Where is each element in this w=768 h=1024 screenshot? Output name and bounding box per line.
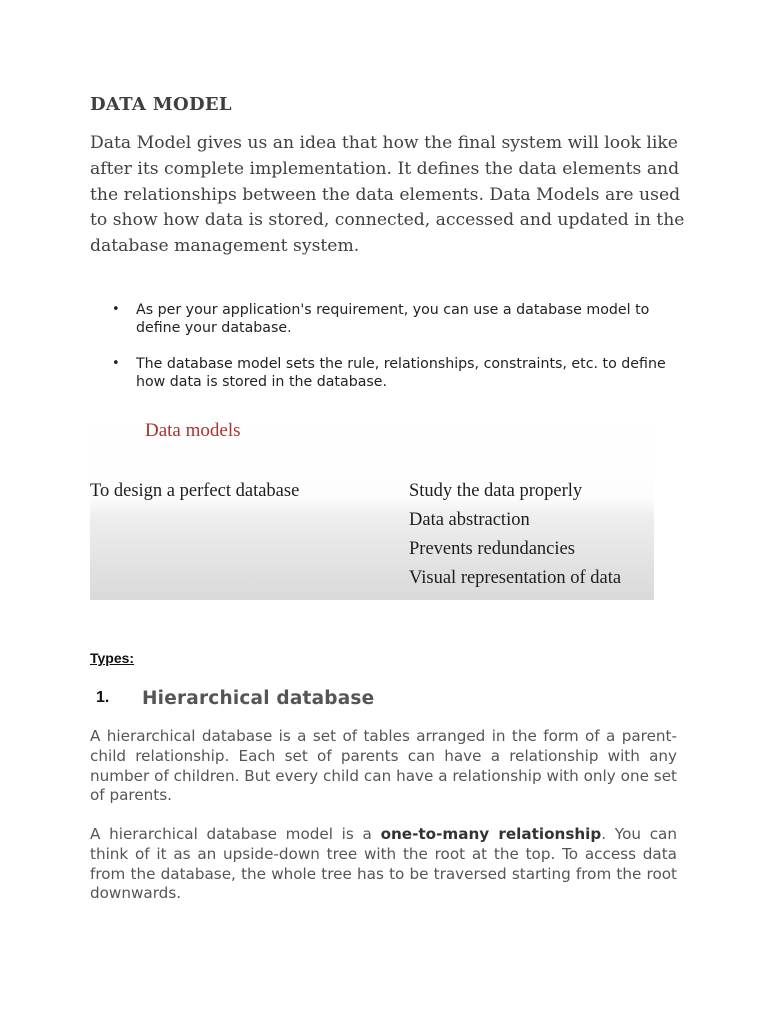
paragraph-2-end: . You can think of it as an upside-down tree with the root at the top. To access data from the database, the whole tree has to be traversed starting from the root downwards.	[90, 825, 677, 903]
figure-right-list	[409, 481, 621, 597]
section-number: 1.	[96, 689, 110, 706]
figure-list-item: Study the data properly	[409, 481, 583, 501]
types-label: Types:	[90, 650, 135, 666]
paragraph-2-bold: one-to-many relationship	[380, 825, 602, 843]
bullet-list	[90, 301, 690, 409]
list-item	[90, 355, 690, 391]
figure-list-item: Visual representation of data	[409, 568, 622, 588]
paragraph-2	[90, 825, 677, 904]
figure-list-item: Prevents redundancies	[409, 539, 575, 559]
list-item	[90, 301, 690, 337]
intro-paragraph: Data Model gives us an idea that how the final system will look like after its complete implementation. It defines the data elements and the relationships between the data elements. Data Models are used to show how data is stored, connected, accessed and updated in the database management system.	[90, 133, 685, 257]
page-title: DATA MODEL	[90, 94, 232, 115]
list-item-text: The database model sets the rule, relationships, constraints, etc. to define how data is stored in the database.	[136, 356, 666, 390]
paragraph-1: A hierarchical database is a set of tables arranged in the form of a parent-child relationship. Each set of parents can have a relationship with any number of children. But every child can have a relationship with only one set of parents.	[90, 727, 677, 805]
bullet-icon: •	[112, 356, 120, 371]
figure-title: Data models	[145, 420, 241, 441]
list-item-text: As per your application's requirement, you can use a database model to define your database.	[136, 302, 650, 336]
figure-list-item: Data abstraction	[409, 510, 530, 530]
section-title: Hierarchical database	[142, 688, 375, 709]
figure-left-text: To design a perfect database	[90, 481, 300, 501]
bullet-icon: •	[112, 302, 120, 317]
paragraph-2-start: A hierarchical database model is a	[90, 825, 381, 843]
data-models-figure	[90, 407, 654, 600]
